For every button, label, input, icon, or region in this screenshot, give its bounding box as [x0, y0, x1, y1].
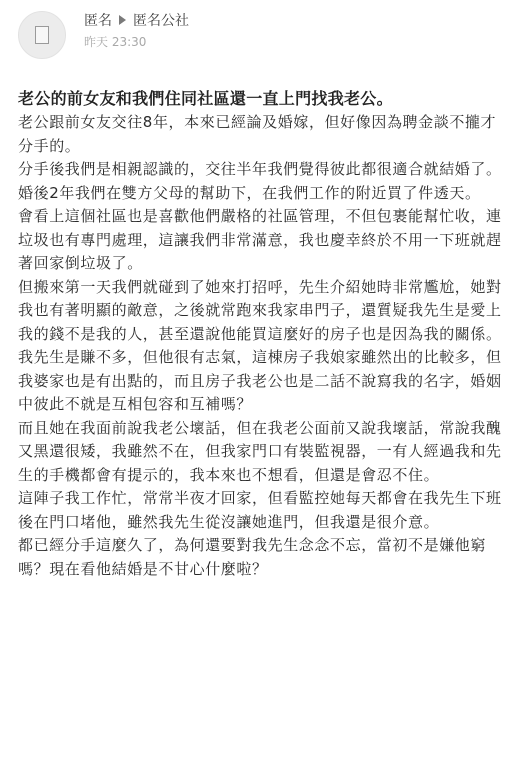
content-paragraph: 會看上這個社區也是喜歡他們嚴格的社區管理，不但包裹能幫忙收，連垃圾也有專門處理，這讓我們非常滿意，我也慶幸終於不用一下班就趕著回家倒垃圾了。	[18, 207, 502, 272]
post-time: 昨天 23:30	[84, 35, 147, 49]
content-paragraph: 而且她在我面前說我老公壞話，但在我老公面前又說我壞話，常說我醜又黑還很矮，我雖然不在，但我家門口有裝監視器，一有人經過我和先生的手機都會有提示的，我本來也不想看，但還是會忍不住。	[18, 418, 502, 484]
content-paragraph: 老公跟前女友交往8年，本來已經論及婚嫁，但好像因為聘金談不攏才分手的。	[18, 113, 497, 155]
board-name[interactable]: 匿名公社	[133, 13, 189, 29]
avatar[interactable]	[18, 11, 66, 59]
arrow-right-icon	[119, 15, 126, 25]
anonymous-avatar-icon	[35, 26, 49, 44]
content-paragraph: 但搬來第一天我們就碰到了她來打招呼，先生介紹她時非常尷尬，她對我也有著明顯的敵意，之後就常跑來我家串門子，還質疑我先生是愛上我的錢不是我的人，甚至還說他能買這麼好的房子也是因為我的關係。	[18, 277, 502, 343]
content-paragraph: 分手後我們是相親認識的，交往半年我們覺得彼此都很適合就結婚了。	[18, 160, 502, 178]
content-paragraph: 都已經分手這麼久了，為何還要對我先生念念不忘，當初不是嫌他窮嗎？現在看他結婚是不甘心什麼啦？	[18, 536, 487, 578]
content-paragraph: 這陣子我工作忙，常常半夜才回家，但看監控她每天都會在我先生下班後在門口堵他，雖然我先生從沒讓她進門，但我還是很介意。	[18, 489, 502, 531]
post-title: 老公的前女友和我們住同社區還一直上門找我老公。	[18, 89, 393, 108]
content-paragraph: 婚後2年我們在雙方父母的幫助下，在我們工作的附近買了件透天。	[18, 183, 481, 202]
content-paragraph: 我先生是賺不多，但他很有志氣，這棟房子我娘家雖然出的比較多，但我婆家也是有出點的，而且房子我老公也是二話不說寫我的名字，婚姻中彼此不就是互相包容和互補嗎？	[18, 348, 502, 413]
post-content	[18, 111, 507, 581]
post-meta	[84, 12, 189, 50]
author-name[interactable]: 匿名	[84, 13, 112, 29]
author-line	[84, 12, 189, 30]
post-header	[14, 10, 507, 58]
